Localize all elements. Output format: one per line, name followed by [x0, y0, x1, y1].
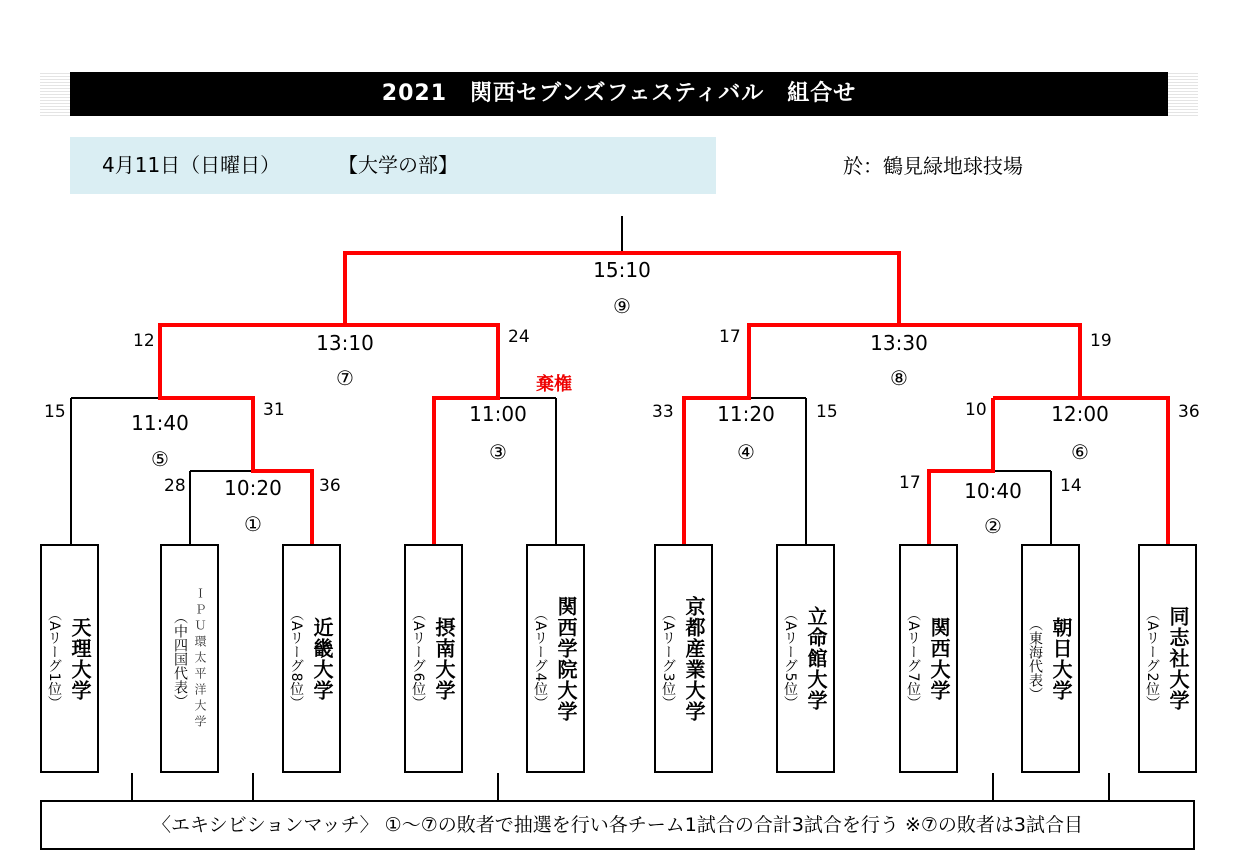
- team-box-kwansei: [526, 544, 585, 773]
- team-name: 同志社大学: [1166, 606, 1190, 711]
- match-5-time: 11:40: [131, 411, 189, 435]
- team-box-ipu: [160, 544, 219, 773]
- event-category: 【大学の部】: [338, 153, 458, 177]
- exhibition-note: 〈エキシビションマッチ〉 ①〜⑦の敗者で抽選を行い各チーム1試合の合計3試合を行う ※⑦の敗者は3試合目: [40, 800, 1195, 850]
- team-league: （Aリーグ6位）: [410, 607, 426, 710]
- team-name: 京都産業大学: [682, 595, 706, 722]
- match-4-left-score: 33: [652, 402, 674, 422]
- team-box-kyoto-sangyo: [654, 544, 713, 773]
- forfeit-label: 棄権: [536, 374, 572, 395]
- match-6-number: ⑥: [1071, 440, 1089, 464]
- team-league: （Aリーグ4位）: [532, 607, 548, 710]
- event-date: 4月11日（日曜日）: [102, 153, 281, 177]
- team-name: 立命館大学: [804, 606, 828, 711]
- team-name: 近畿大学: [310, 616, 334, 701]
- team-box-doshisha: [1138, 544, 1197, 773]
- match-4-number: ④: [737, 440, 755, 464]
- team-league: （Aリーグ3位）: [660, 607, 676, 710]
- match-4-right-score: 15: [816, 402, 838, 422]
- team-name: 摂南大学: [432, 616, 456, 701]
- team-league: （Aリーグ2位）: [1144, 607, 1160, 710]
- match-1-right-score: 36: [319, 476, 341, 496]
- team-league: （Aリーグ8位）: [288, 607, 304, 710]
- match-2-right-score: 14: [1060, 476, 1082, 496]
- match-5-left-score: 15: [44, 402, 66, 422]
- team-box-kansai: [899, 544, 958, 773]
- match-5-right-score: 31: [263, 400, 285, 420]
- team-box-setsunan: [404, 544, 463, 773]
- match-6-time: 12:00: [1051, 402, 1109, 426]
- match-8-right-score: 19: [1090, 331, 1112, 351]
- team-league: （Aリーグ7位）: [905, 607, 921, 710]
- team-box-tenri: [40, 544, 99, 773]
- match-2-left-score: 17: [899, 473, 921, 493]
- team-name: 関西学院大学: [554, 595, 578, 722]
- match-3-time: 11:00: [469, 402, 527, 426]
- event-venue: 於：鶴見緑地球技場: [843, 154, 1023, 178]
- match-2-time: 10:40: [964, 479, 1022, 503]
- match-8-time: 13:30: [870, 331, 928, 355]
- match-7-number: ⑦: [336, 366, 354, 390]
- team-league: （東海代表）: [1027, 616, 1043, 701]
- team-league: （Aリーグ5位）: [782, 607, 798, 710]
- team-league: （Aリーグ1位）: [46, 607, 62, 710]
- match-8-left-score: 17: [719, 327, 741, 347]
- match-9-time: 15:10: [593, 258, 651, 282]
- match-7-right-score: 24: [508, 327, 530, 347]
- match-8-number: ⑧: [890, 366, 908, 390]
- team-box-ritsumeikan: [776, 544, 835, 773]
- team-name: 関西大学: [927, 616, 951, 701]
- team-name: 朝日大学: [1049, 616, 1073, 701]
- match-3-number: ③: [489, 440, 507, 464]
- match-7-time: 13:10: [316, 331, 374, 355]
- match-1-time: 10:20: [224, 476, 282, 500]
- match-6-right-score: 36: [1178, 402, 1200, 422]
- match-4-time: 11:20: [717, 402, 775, 426]
- match-1-left-score: 28: [164, 476, 186, 496]
- team-box-kindai: [282, 544, 341, 773]
- team-box-asahi: [1021, 544, 1080, 773]
- team-name: ＩＰＵ環太平洋大学: [193, 586, 207, 731]
- page-title: 2021 関西セブンズフェスティバル 組合せ: [70, 72, 1168, 116]
- match-6-left-score: 10: [965, 400, 987, 420]
- match-7-left-score: 12: [133, 331, 155, 351]
- match-5-number: ⑤: [151, 447, 169, 471]
- team-name: 天理大学: [68, 616, 92, 701]
- match-2-number: ②: [984, 514, 1002, 538]
- match-9-number: ⑨: [613, 294, 631, 318]
- team-league: （中四国代表）: [172, 609, 188, 708]
- match-1-number: ①: [244, 512, 262, 536]
